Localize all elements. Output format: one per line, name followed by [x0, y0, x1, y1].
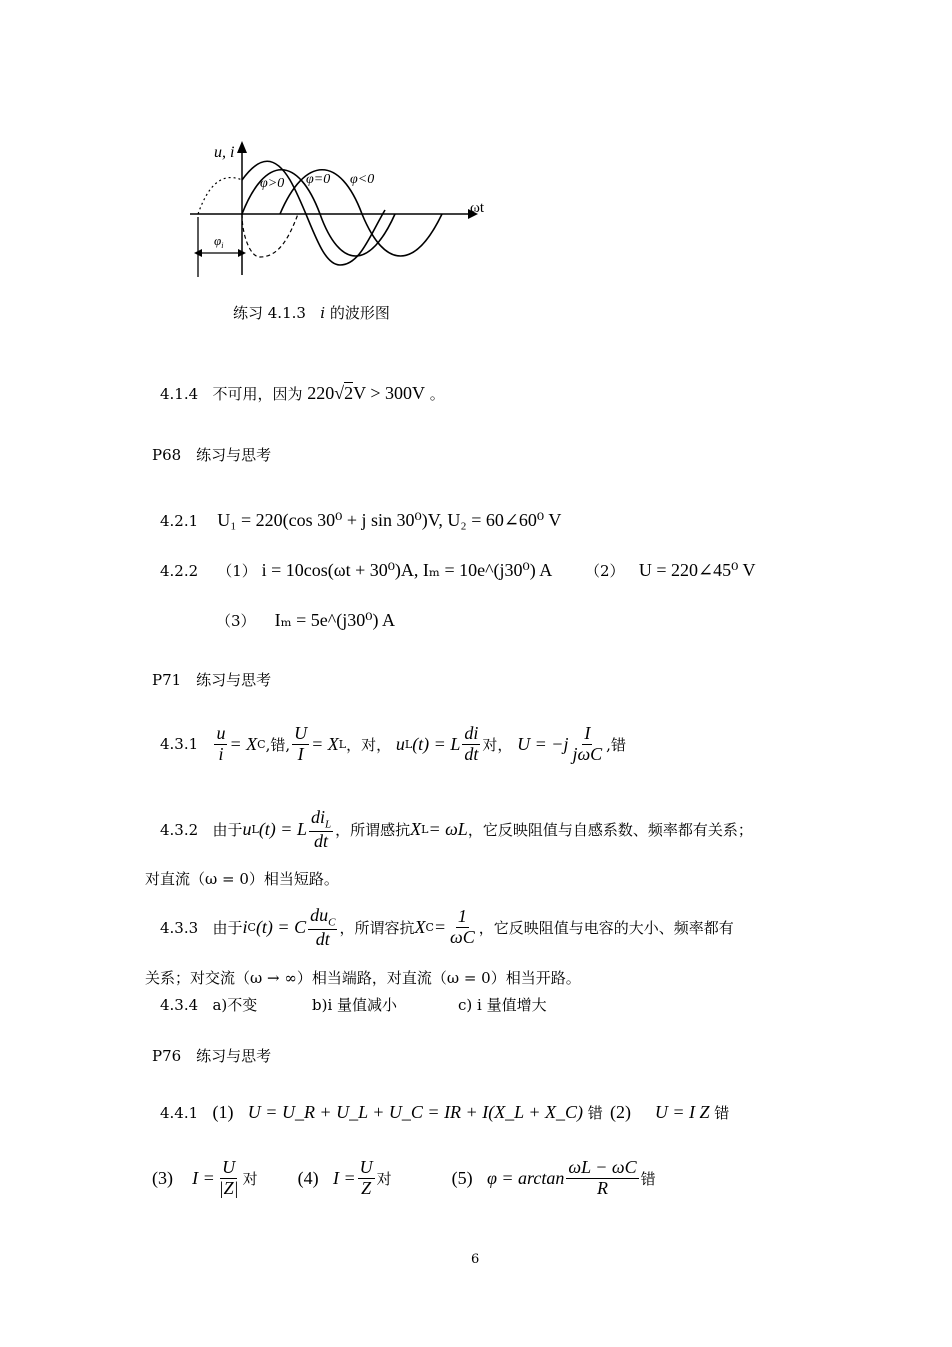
caption-suffix: 的波形图	[329, 304, 390, 322]
verdict-2: ，对，	[346, 735, 392, 754]
formula-xl: = X	[311, 733, 339, 754]
formula-1: i = 10cos(ωt + 30⁰)A, Iₘ = 10e^(j30⁰) A	[261, 560, 553, 580]
verdict-2: 错	[714, 1104, 730, 1122]
sub-l2: L	[421, 823, 429, 837]
formula-2: U = 220∠45⁰ V	[638, 560, 756, 580]
formula-5a: φ = arctan	[486, 1167, 565, 1188]
item-number: 4.1.4	[160, 385, 199, 403]
text-b: ，所谓感抗	[335, 821, 411, 840]
label-phi-zero: φ=0	[306, 172, 331, 187]
frac-di-dt: $\frac{di}{dt}$	[464, 723, 479, 764]
frac-duC-dt: $\frac{du_C}{dt}$	[310, 905, 336, 949]
frac-U-Z-2: $\frac{U}{Z}$	[359, 1157, 373, 1198]
frac-u-i: $\frac{u}{i}$	[216, 723, 226, 764]
item-4-1-4	[160, 383, 445, 404]
item-4-4-1-row2	[152, 1158, 656, 1199]
label-phi-i: $\varphi_i$	[214, 233, 224, 250]
text-c: ，它反映阻值与自感系数、频率都有关系；	[467, 821, 753, 840]
frac-U-I: $\frac{U}{I}$	[294, 723, 308, 764]
marker-4: (4)	[297, 1167, 319, 1188]
dashed-curve	[242, 214, 298, 257]
label-phi-positive: φ>0	[260, 176, 285, 191]
formula-lt: (t) = L	[258, 819, 307, 840]
item-4-2-2-part2	[585, 560, 755, 581]
option-a: a)不变	[212, 996, 258, 1014]
item-number: 4.2.1	[160, 512, 199, 530]
item-4-2-2	[160, 560, 552, 581]
item-4-3-4	[160, 994, 257, 1015]
y-axis-arrow	[237, 141, 247, 153]
text-a: 由于	[212, 919, 243, 938]
item-4-3-4-c: c) i 量值增大	[458, 996, 547, 1014]
section-p68: P68 练习与思考	[152, 446, 272, 464]
marker-1: （1）	[217, 562, 257, 580]
figure-caption	[233, 302, 390, 323]
formula-1: U = U_R + U_L + U_C = IR + I(X_L + X_C)	[247, 1102, 584, 1122]
item-number: 4.3.4	[160, 996, 199, 1014]
formula-U-minus-j: U = −j	[517, 733, 569, 754]
sub-l: L	[338, 737, 347, 751]
formula-wl: = ωL	[428, 819, 468, 840]
item-4-3-3-line2: 关系；对交流（ω → ∞）相当端路，对直流（ω = 0）相当开路。	[145, 969, 581, 987]
section-p71: P71 练习与思考	[152, 671, 272, 689]
marker-3: （3）	[216, 612, 256, 630]
sub-c: C	[257, 737, 266, 751]
verdict-3: 对	[242, 1169, 258, 1188]
formula-xc: = X	[229, 733, 258, 754]
marker-2: （2）	[585, 562, 625, 580]
item-4-3-2	[160, 808, 753, 851]
section-p76: P76 练习与思考	[152, 1047, 272, 1065]
formula-u: u	[242, 819, 252, 840]
marker-1: (1)	[212, 1102, 234, 1122]
axis-x-label: ωt	[470, 200, 485, 216]
formula-ct: (t) = C	[255, 917, 307, 938]
formula-u: u	[395, 733, 405, 754]
sub-c: C	[247, 921, 256, 935]
formula-X: X	[414, 917, 426, 938]
text-a: 由于	[212, 821, 243, 840]
formula-2: U = I Z	[654, 1102, 710, 1122]
verdict-5: 错	[640, 1169, 656, 1188]
item-4-2-2-part3	[216, 610, 395, 631]
marker-3: (3)	[152, 1167, 173, 1188]
item-4-2-1	[160, 510, 561, 531]
item-number: 4.3.3	[160, 918, 199, 937]
sub-l2: L	[404, 737, 413, 751]
item-end: 。	[429, 385, 445, 403]
item-number: 4.2.2	[160, 562, 199, 580]
sub-l: L	[251, 823, 259, 837]
formula-3a: I =	[192, 1167, 215, 1188]
formula-i: i	[242, 917, 248, 938]
axis-y-label: u, i	[214, 144, 235, 161]
item-number: 4.3.2	[160, 820, 199, 839]
frac-I-jwC: $\frac{I}{\text{jωC}}$	[572, 723, 603, 764]
item-4-4-1-part2	[610, 1102, 729, 1123]
item-4-4-1	[160, 1102, 603, 1123]
sub-c2: C	[425, 921, 434, 935]
formula-4a: I =	[332, 1167, 356, 1188]
dotted-curve	[198, 178, 242, 214]
frac-diL-dt: $\frac{di_L}{dt}$	[310, 807, 332, 851]
item-text: 不可用，因为	[212, 385, 303, 403]
frac-1-wC: $\frac{1}{\omega C}$	[450, 906, 475, 948]
formula-lt: (t) = L	[412, 733, 461, 754]
item-formula: U₁ = 220(cos 30⁰ + j sin 30⁰)V, U₂ = 60∠60⁰ V	[217, 510, 562, 530]
marker-5: (5)	[451, 1167, 473, 1188]
formula-3: Iₘ = 5e^(j30⁰) A	[274, 610, 395, 630]
verdict-1: 错	[587, 1104, 603, 1122]
marker-2: (2)	[610, 1102, 631, 1122]
formula-eq: =	[433, 917, 447, 938]
label-phi-negative: φ<0	[350, 172, 375, 187]
item-number: 4.4.1	[160, 1104, 199, 1122]
caption-var: i	[320, 304, 326, 322]
page-number: 6	[471, 1252, 480, 1267]
item-4-3-3	[160, 906, 734, 949]
verdict-3: 对，	[482, 735, 513, 754]
item-4-3-4-b: b)i 量值减小	[312, 996, 398, 1014]
verdict-4: 对	[376, 1169, 392, 1188]
frac-arctan: $\frac{\omega L - \omega C}{R}$	[568, 1157, 637, 1198]
verdict-1: ,错,	[265, 735, 291, 754]
item-4-3-1	[160, 724, 626, 765]
waveform-figure	[180, 135, 500, 285]
text-b: ，所谓容抗	[339, 919, 415, 938]
verdict-4: ,错	[606, 735, 626, 754]
caption-prefix: 练习 4.1.3	[233, 304, 306, 322]
item-number: 4.3.1	[160, 735, 199, 754]
item-4-3-2-line2: 对直流（ω = 0）相当短路。	[145, 870, 339, 888]
text-c: ，它反映阻值与电容的大小、频率都有	[478, 919, 734, 938]
item-formula: 220√2V > 300V	[307, 383, 425, 403]
frac-U-Z: $\frac{U}{|Z|}$	[218, 1157, 239, 1198]
formula-X: X	[410, 819, 422, 840]
